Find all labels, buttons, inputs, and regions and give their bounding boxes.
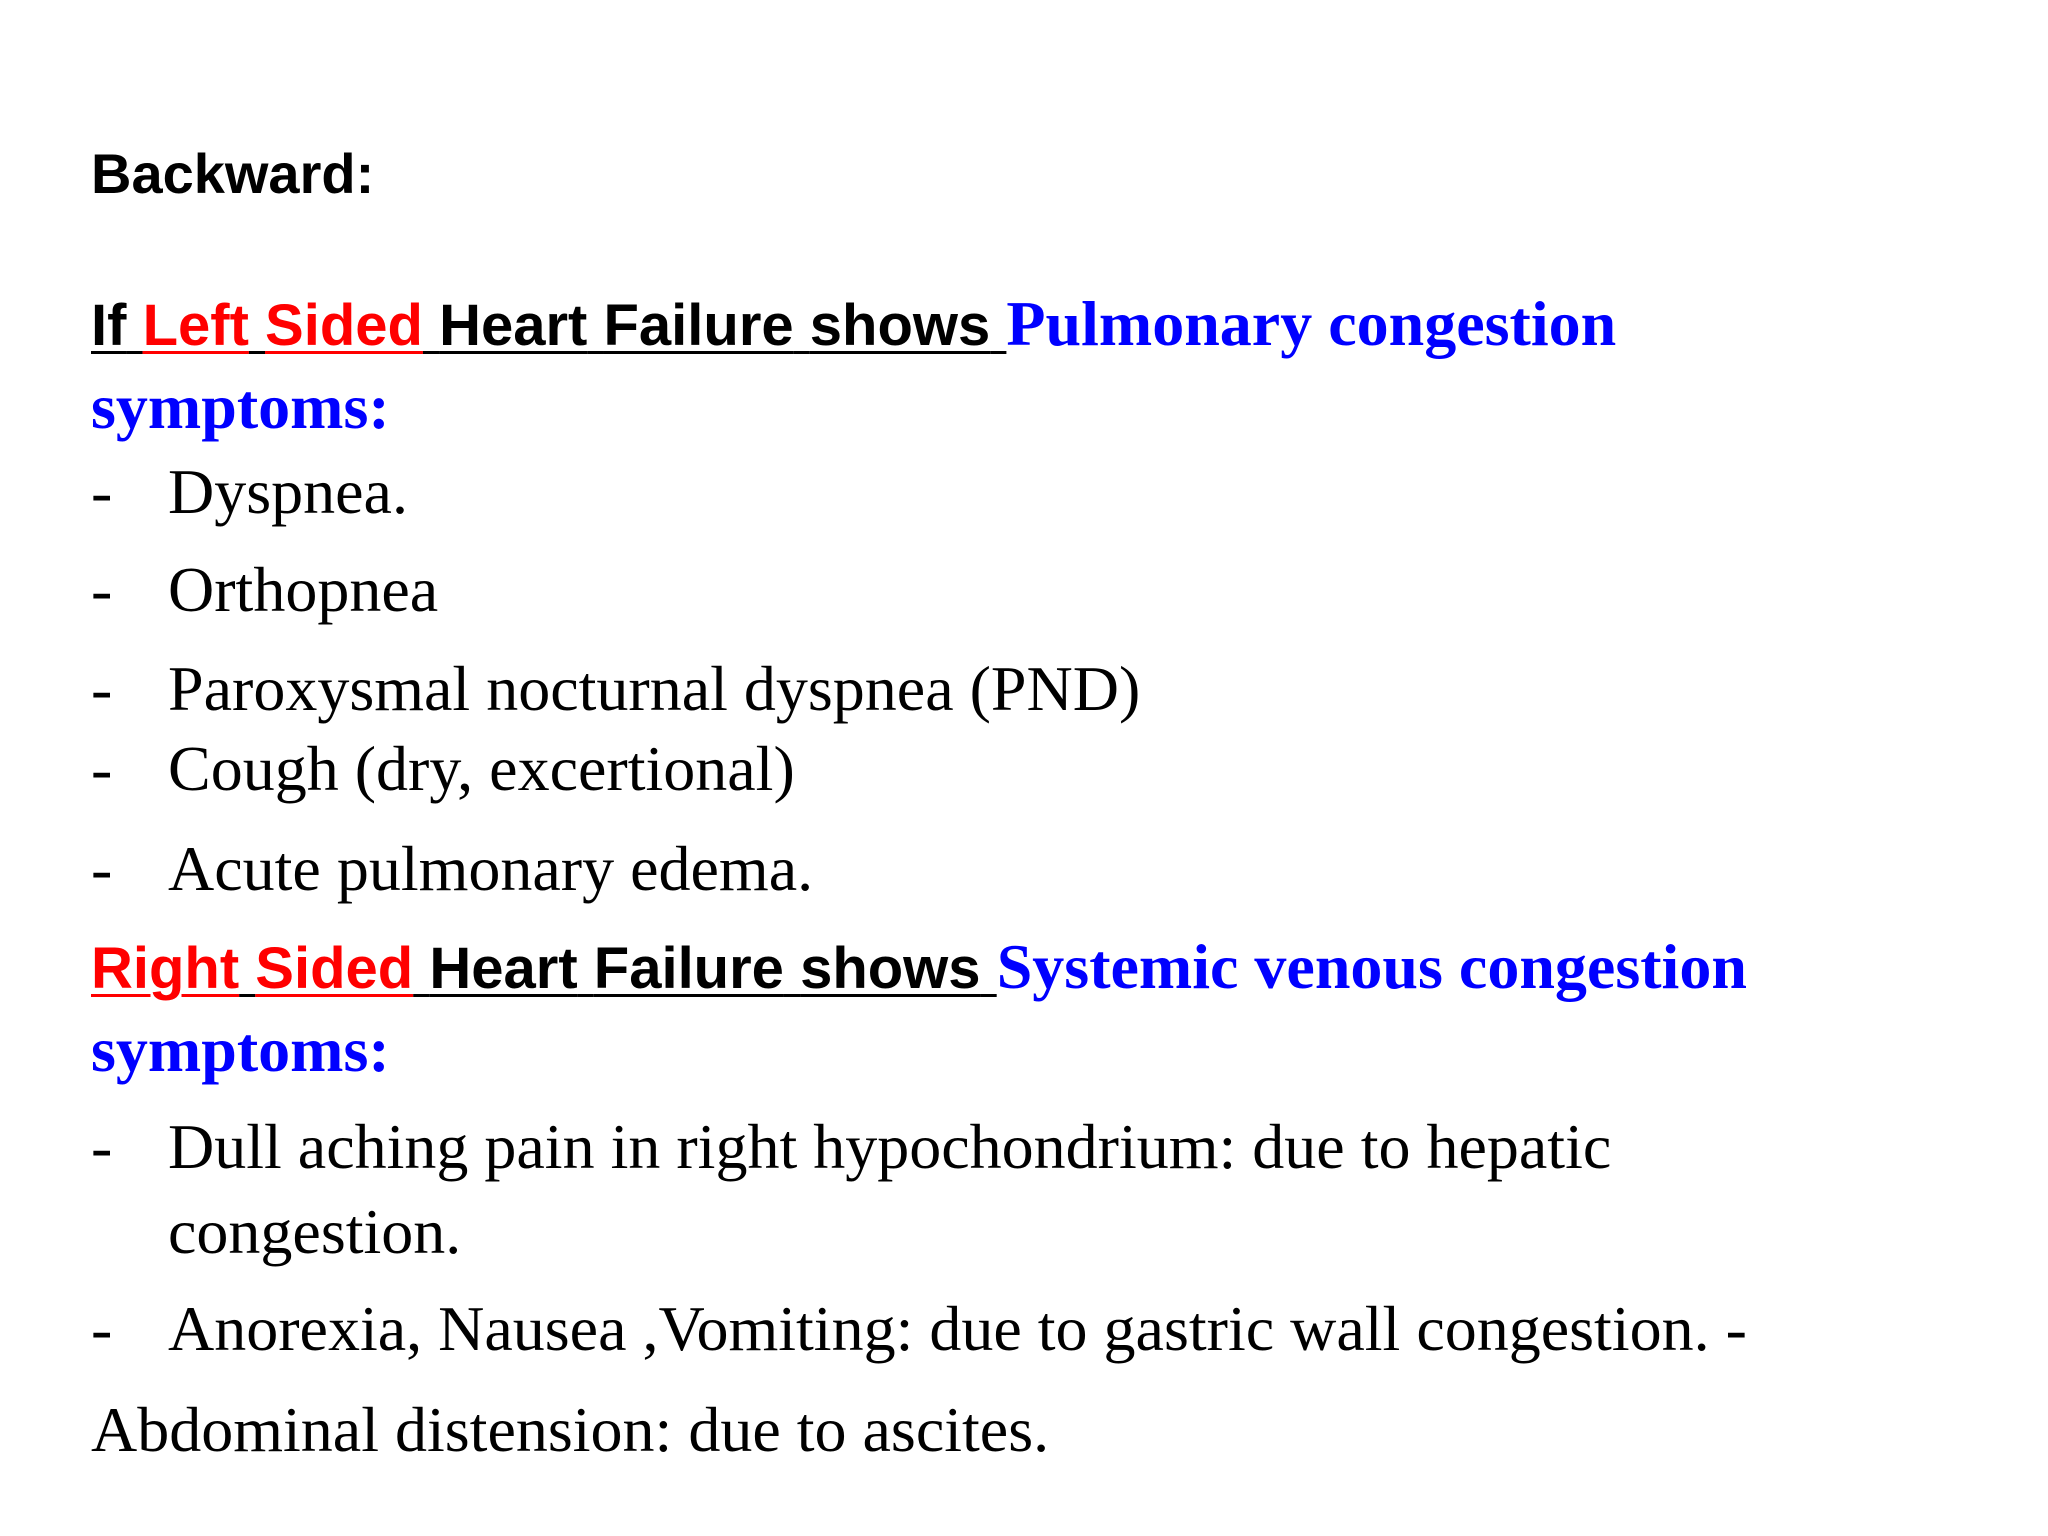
list-item xyxy=(0,733,2048,807)
abdominal-distension-line: Abdominal distension: due to ascites. xyxy=(91,1394,1050,1465)
right-sided-heading xyxy=(91,931,1747,1002)
heading-backward: Backward: xyxy=(91,142,375,205)
word-sided: Sided xyxy=(265,293,423,358)
word-shows: shows xyxy=(800,936,981,1001)
list-item xyxy=(0,1111,2048,1185)
word-if: If xyxy=(91,293,127,358)
right-symptoms-label: symptoms: xyxy=(91,1014,390,1085)
word-shows: shows xyxy=(809,293,991,358)
item-text: congestion. xyxy=(168,1196,462,1267)
word-heart: Heart xyxy=(439,293,588,358)
list-item-continuation xyxy=(0,1196,2048,1270)
pulmonary-congestion-title: Pulmonary congestion xyxy=(1006,288,1617,359)
item-text: Cough (dry, excertional) xyxy=(168,733,795,804)
list-item xyxy=(0,456,2048,530)
word-heart: Heart xyxy=(429,936,578,1001)
bullet-dash: - xyxy=(91,456,113,527)
bullet-dash: - xyxy=(91,833,113,904)
bullet-dash: - xyxy=(91,653,113,724)
item-text: Orthopnea xyxy=(168,554,439,625)
list-item xyxy=(0,653,2048,727)
bullet-dash: - xyxy=(91,1111,113,1182)
item-text: Anorexia, Nausea ,Vomiting: due to gastric wall congestion. - xyxy=(168,1293,1747,1364)
word-right: Right xyxy=(91,936,240,1001)
word-sided: Sided xyxy=(255,936,414,1001)
list-item xyxy=(0,554,2048,628)
bullet-dash: - xyxy=(91,733,113,804)
systemic-congestion-title: Systemic venous congestion xyxy=(996,931,1747,1002)
left-symptoms-label: symptoms: xyxy=(91,371,390,442)
item-text: Acute pulmonary edema. xyxy=(168,833,814,904)
list-item xyxy=(0,1293,2048,1367)
list-item xyxy=(0,833,2048,907)
left-sided-heading xyxy=(91,288,1617,359)
item-text: Paroxysmal nocturnal dyspnea (PND) xyxy=(168,653,1141,724)
bullet-dash: - xyxy=(91,1293,113,1364)
bullet-dash: - xyxy=(91,554,113,625)
word-failure: Failure xyxy=(603,293,794,358)
word-left: Left xyxy=(142,293,249,358)
item-text: Dull aching pain in right hypochondrium: due to hepatic xyxy=(168,1111,1612,1182)
word-failure: Failure xyxy=(593,936,784,1001)
item-text: Dyspnea. xyxy=(168,456,408,527)
